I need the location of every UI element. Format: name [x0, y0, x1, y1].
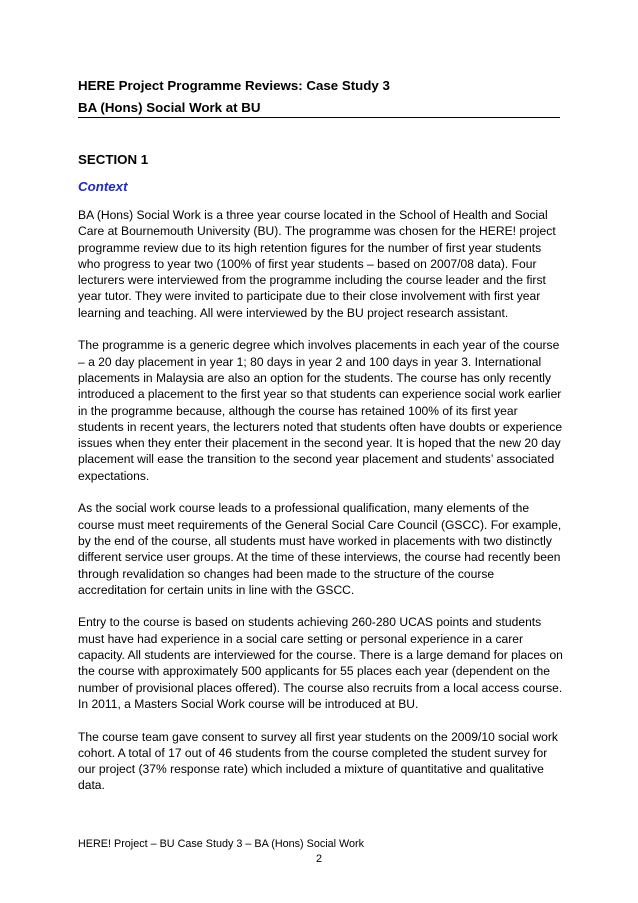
paragraph-1: BA (Hons) Social Work is a three year course located in the School of Health and Social Care at Bournemouth University (BU). The programme was chosen for the HERE! project programme review due to its high retention figures for the number of first year students who progress to year two (100% of first year students – based on 2007/08 data). Four lecturers were interviewed from the programme including the course leader and the first year tutor. They were invited to participate due to their close involvement with first year learning and teaching. All were interviewed by the BU project research assistant.: [78, 208, 556, 320]
title-divider: [78, 117, 560, 118]
document-subtitle: BA (Hons) Social Work at BU: [78, 100, 261, 115]
paragraph-3: As the social work course leads to a professional qualification, many elements of the course must meet requirements of the General Social Care Council (GSCC). For example, by the end of the course, all students must have worked in placements with two distinctly different service user groups. At the time of these interviews, the course had recently been through revalidation so changes had been made to the structure of the course accreditation for certain units in line with the GSCC.: [78, 501, 562, 597]
context-subheading: Context: [78, 179, 128, 194]
page-number: 2: [315, 853, 322, 865]
paragraph-4: Entry to the course is based on students achieving 260-280 UCAS points and students must have had experience in a social care setting or personal experience in a carer capacity. All students are interviewed for the course. There is a large demand for places on the course with approximately 500 applicants for 55 places each year (dependent on the number of provisional places offered). The course also recruits from a local access course. In 2011, a Masters Social Work course will be introduced at BU.: [78, 615, 563, 711]
page-footer: HERE! Project – BU Case Study 3 – BA (Hons) Social Work: [78, 838, 365, 850]
document-title: HERE Project Programme Reviews: Case Study 3: [78, 78, 390, 93]
section-heading: SECTION 1: [78, 152, 149, 167]
paragraph-2: The programme is a generic degree which involves placements in each year of the course – a 20 day placement in year 1; 80 days in year 2 and 100 days in year 3. International placements in Malaysia are also an option for the students. The course has only recently introduced a placement to the first year so that students can experience social work earlier in the programme because, although the course has retained 100% of its first year students in recent years, the lecturers noted that students often have doubts or experience issues when they enter their placement in the second year. It is hoped that the new 20 day placement will ease the transition to the second year placement and students’ associated expectations.: [78, 338, 563, 483]
body-text: [78, 207, 564, 810]
paragraph-5: The course team gave consent to survey all first year students on the 2009/10 social work cohort. A total of 17 out of 46 students from the course completed the student survey for our project (37% response rate) which included a mixture of quantitative and qualitative data.: [78, 729, 558, 793]
